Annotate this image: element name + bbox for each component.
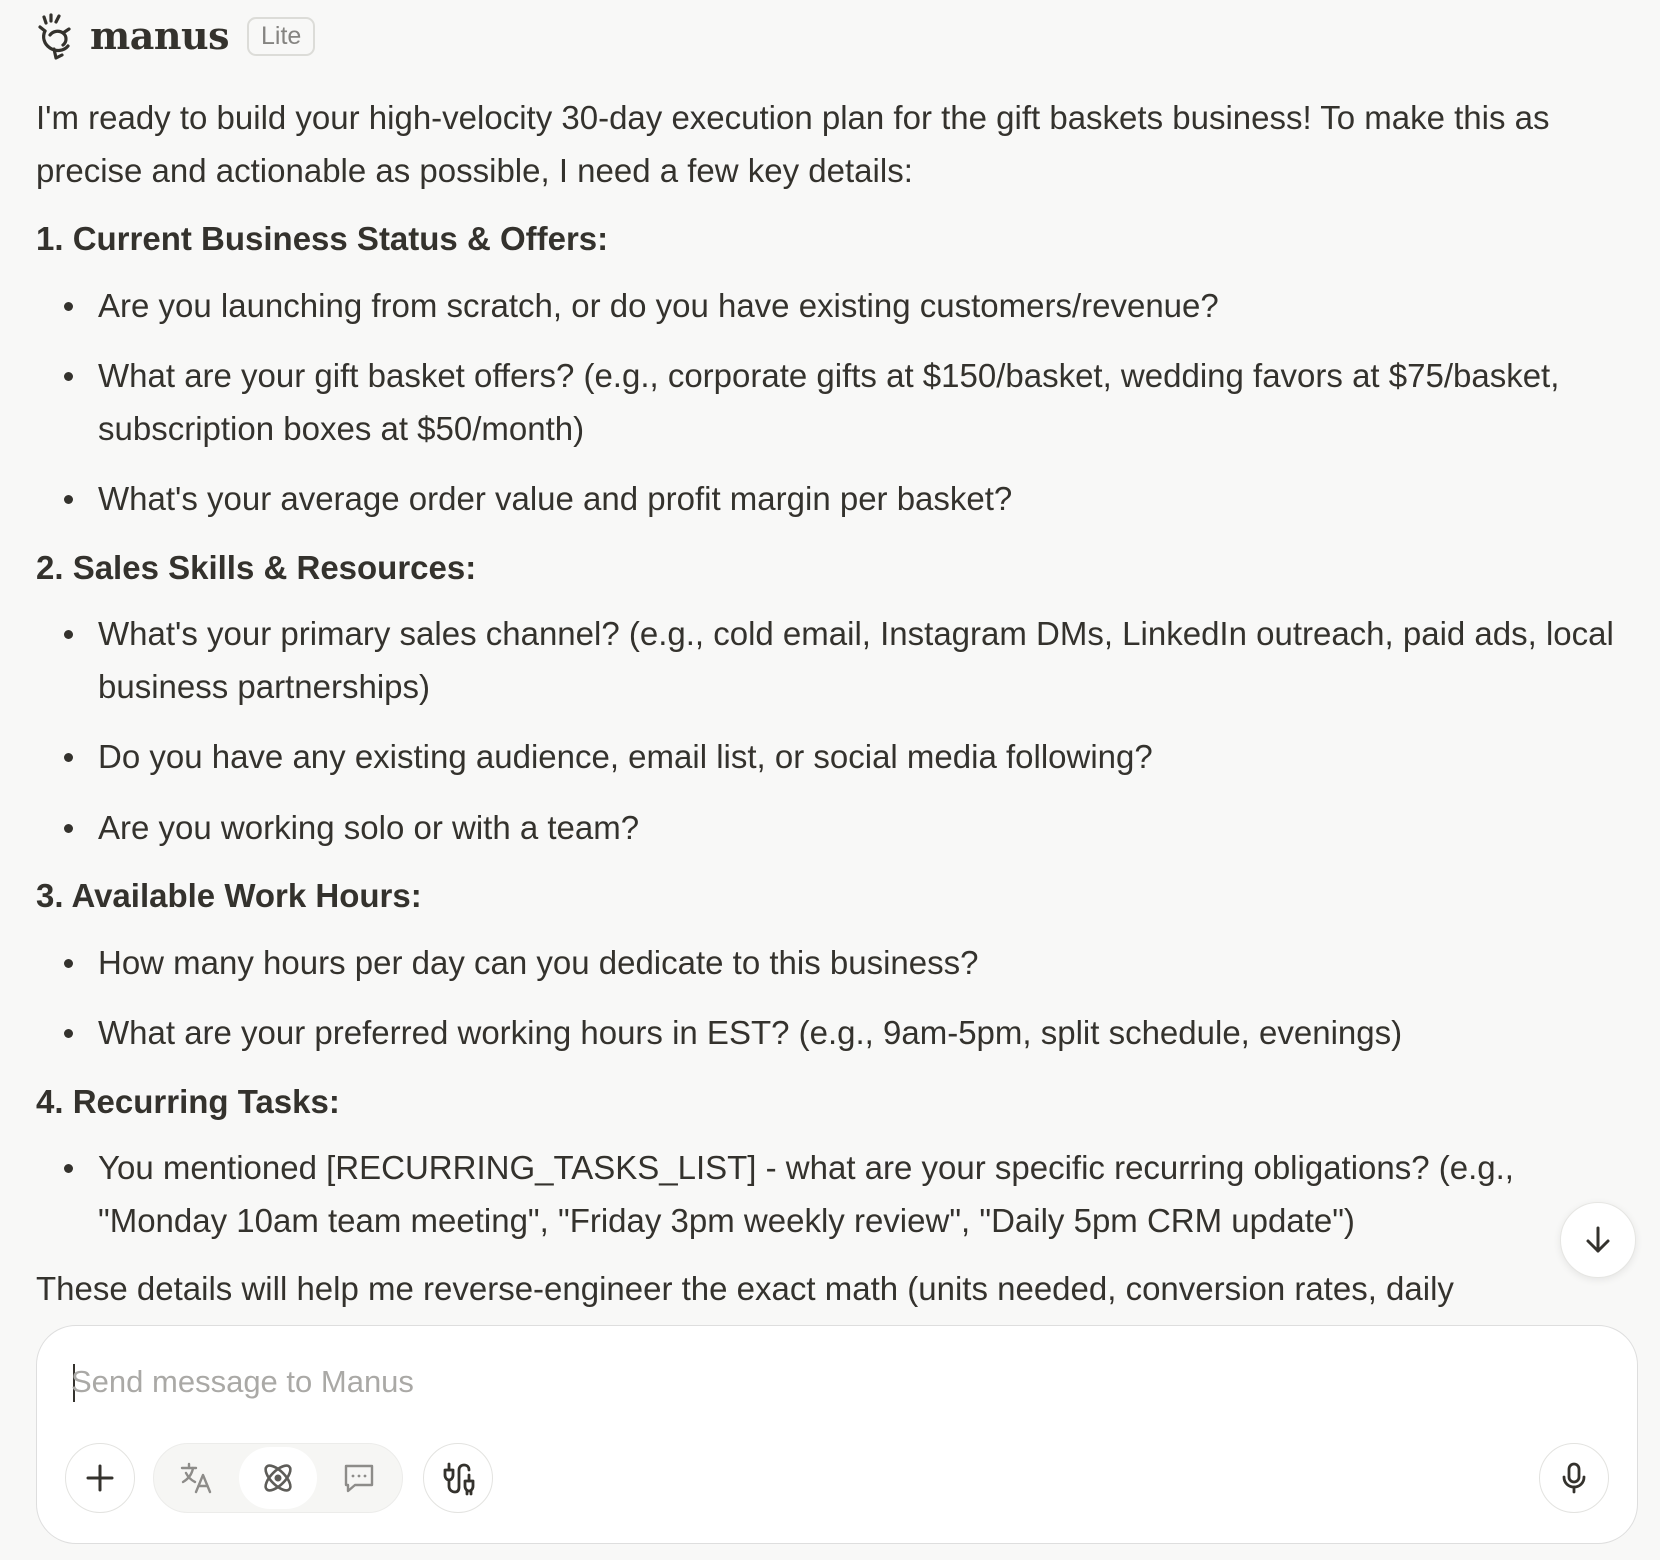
composer-toolbar — [65, 1443, 493, 1513]
chat-icon — [341, 1461, 377, 1495]
plus-icon — [84, 1462, 116, 1494]
translate-icon — [179, 1461, 215, 1495]
list-item: You mentioned [RECURRING_TASKS_LIST] - what are your specific recurring obligations? (e.g., "Monday 10am team meeting", "Friday 3pm weekly review", "Daily 5pm CRM update") — [36, 1142, 1626, 1247]
list-item: Are you working solo or with a team? — [36, 802, 1626, 855]
message-outro: These details will help me reverse-engineer the exact math (units needed, conversion rates, daily — [36, 1270, 1454, 1307]
arrow-down-icon — [1580, 1222, 1616, 1258]
section-title: 2. Sales Skills & Resources: — [36, 548, 477, 586]
connectors-icon — [440, 1460, 476, 1496]
section-title: 4. Recurring Tasks: — [36, 1082, 340, 1120]
message-composer — [36, 1325, 1638, 1544]
plan-badge: Lite — [247, 17, 315, 56]
list-item: How many hours per day can you dedicate to this business? — [36, 937, 1626, 990]
scroll-to-bottom-button[interactable] — [1560, 1202, 1636, 1278]
message-input[interactable] — [71, 1356, 1551, 1408]
brand-name: manus — [90, 13, 229, 58]
add-attachment-button[interactable] — [65, 1443, 135, 1513]
list-item: What are your preferred working hours in EST? (e.g., 9am-5pm, split schedule, evenings) — [36, 1007, 1626, 1060]
section-list — [36, 280, 1626, 526]
connectors-button[interactable] — [423, 1443, 493, 1513]
agent-mode-button[interactable] — [239, 1447, 317, 1509]
list-item: Do you have any existing audience, email list, or social media following? — [36, 731, 1626, 784]
section-title: 1. Current Business Status & Offers: — [36, 220, 609, 257]
voice-input-button[interactable] — [1539, 1443, 1609, 1513]
atom-icon — [259, 1459, 297, 1497]
message-intro: I'm ready to build your high-velocity 30-day execution plan for the gift baskets business! To make this as precise and actionable as possible, I need a few key details: — [36, 99, 1550, 189]
manus-hand-logo-icon — [36, 11, 78, 61]
list-item: Are you launching from scratch, or do you have existing customers/revenue? — [36, 280, 1626, 333]
section-title: 3. Available Work Hours: — [36, 877, 422, 914]
chat-mode-button[interactable] — [320, 1447, 398, 1509]
section-list — [36, 608, 1626, 854]
section-list — [36, 937, 1626, 1060]
list-item: What are your gift basket offers? (e.g., corporate gifts at $150/basket, wedding favors at $75/basket, subscription boxes at $50/month) — [36, 350, 1626, 455]
assistant-message — [36, 92, 1626, 1318]
app-header — [36, 10, 315, 62]
microphone-icon — [1559, 1461, 1589, 1495]
list-item: What's your average order value and profit margin per basket? — [36, 473, 1626, 526]
section-list — [36, 1142, 1626, 1247]
mode-selector — [153, 1443, 403, 1513]
list-item: What's your primary sales channel? (e.g., cold email, Instagram DMs, LinkedIn outreach, paid ads, local business partnerships) — [36, 608, 1626, 713]
translate-mode-button[interactable] — [158, 1447, 236, 1509]
